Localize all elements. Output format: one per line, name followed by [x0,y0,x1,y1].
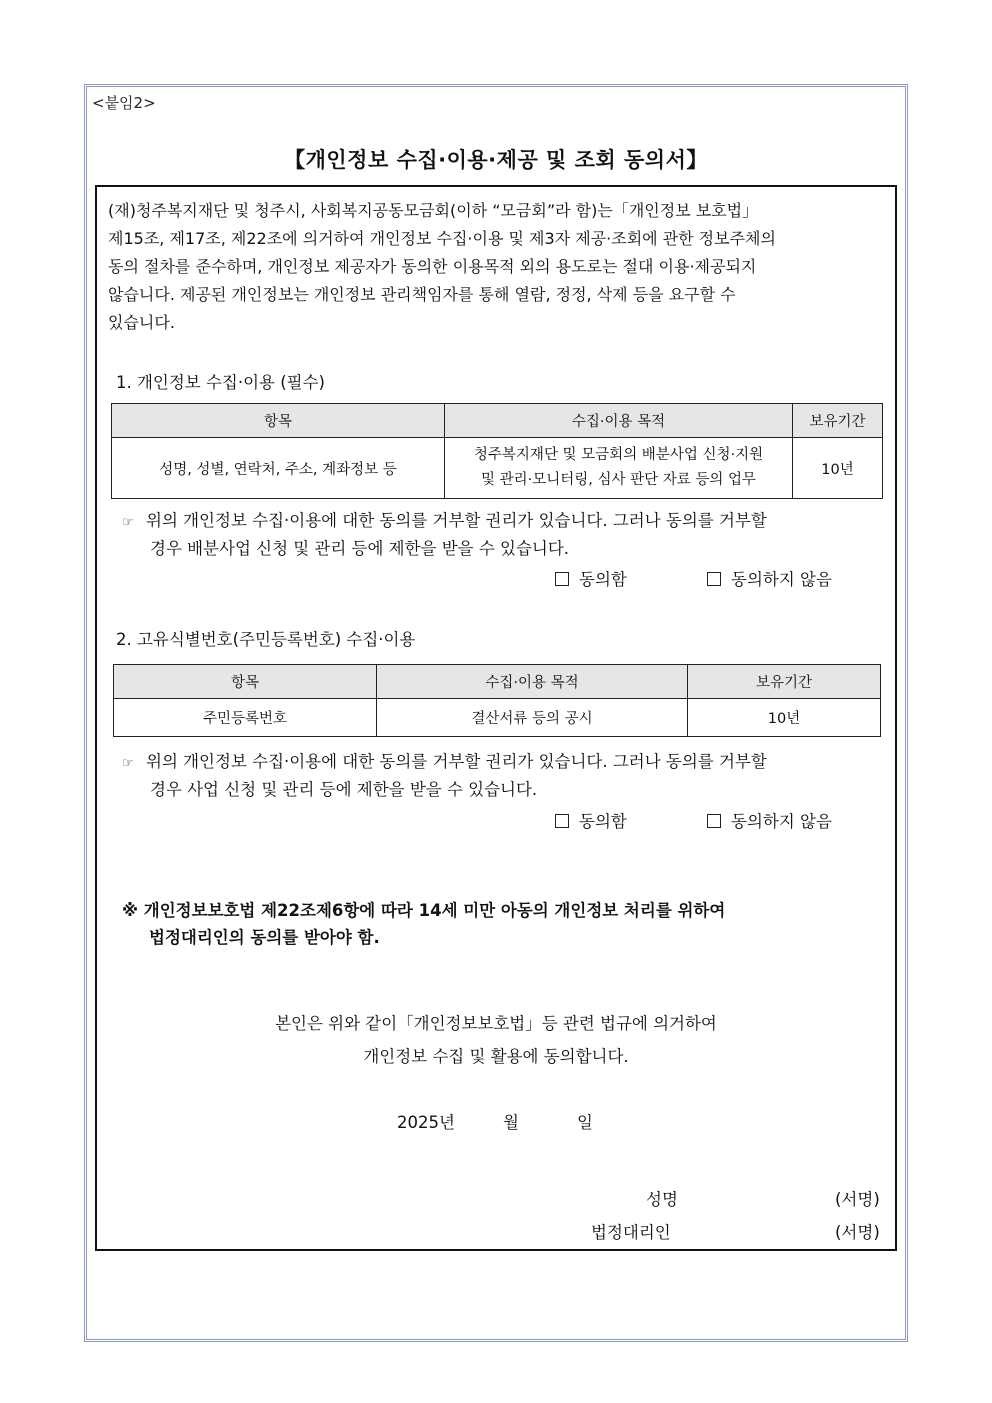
date-year: 2025년 [397,1113,455,1132]
agree-label: 동의함 [579,570,627,589]
notice-line: 위의 개인정보 수집·이용에 대한 동의를 거부할 권리가 있습니다. 그러나 동의를 거부할 [146,511,767,530]
header-purpose: 수집·이용 목적 [377,665,688,699]
header-item: 항목 [114,665,377,699]
checkbox-icon[interactable] [555,814,569,828]
header-item: 항목 [112,404,445,438]
document-title: 【개인정보 수집·이용·제공 및 조회 동의서】 [284,148,708,172]
date-day: 일 [577,1113,593,1132]
name-signature[interactable]: (서명) [835,1190,880,1209]
guardian-label: 법정대리인 [591,1223,671,1242]
section2-notice [122,749,767,803]
section1-table [111,403,883,499]
notice-line: 경우 배분사업 신청 및 관리 등에 제한을 받을 수 있습니다. [150,539,570,558]
intro-line: 동의 절차를 준수하며, 개인정보 제공자가 동의한 이용목적 외의 용도로는 절대 이용·제공되지 [108,257,757,276]
consent-line: 개인정보 수집 및 활용에 동의합니다. [363,1047,629,1066]
checkbox-icon[interactable] [555,572,569,586]
pointing-hand-icon: ☞ [122,515,134,530]
checkbox-icon[interactable] [707,572,721,586]
cell-purpose [445,438,793,499]
notice-line: 경우 사업 신청 및 관리 등에 제한을 받을 수 있습니다. [150,780,538,799]
disagree-label: 동의하지 않음 [731,570,832,589]
note-line: 법정대리인의 동의를 받아야 함. [149,928,380,947]
header-period: 보유기간 [688,665,881,699]
intro-line: 않습니다. 제공된 개인정보는 개인정보 관리책임자를 통해 열람, 정정, 삭제 등을 요구할 수 [108,285,736,304]
name-label: 성명 [646,1190,678,1209]
pointing-hand-icon: ☞ [122,756,134,771]
table-header-row [112,404,883,438]
header-purpose: 수집·이용 목적 [445,404,793,438]
checkbox-icon[interactable] [707,814,721,828]
section1-title: 1. 개인정보 수집·이용 (필수) [116,373,325,392]
attachment-label: <붙임2> [92,94,156,112]
section2-disagree-checkbox[interactable] [707,808,832,832]
purpose-line: 청주복지재단 및 모금회의 배분사업 신청·지원 [473,447,764,463]
section1-disagree-checkbox[interactable] [707,566,832,590]
purpose-line: 및 관리·모니터링, 심사 판단 자료 등의 업무 [481,472,756,488]
section2-title: 2. 고유식별번호(주민등록번호) 수집·이용 [116,630,416,649]
consent-statement [84,1007,908,1073]
cell-purpose: 결산서류 등의 공시 [377,699,688,737]
table-row [114,699,881,737]
cell-item: 주민등록번호 [114,699,377,737]
cell-item: 성명, 성별, 연락처, 주소, 계좌정보 등 [112,438,445,499]
section1-notice [122,508,767,562]
intro-line: 제15조, 제17조, 제22조에 의거하여 개인정보 수집·이용 및 제3자 제공·조회에 관한 정보주체의 [108,229,776,248]
consent-line: 본인은 위와 같이「개인정보보호법」등 관련 법규에 의거하여 [275,1014,717,1033]
date-month: 월 [503,1113,519,1132]
table-header-row [114,665,881,699]
section2-agree-checkbox[interactable] [555,808,627,832]
intro-line: 있습니다. [108,313,175,332]
section1-agree-checkbox[interactable] [555,566,627,590]
cell-period: 10년 [793,438,883,499]
notice-line: 위의 개인정보 수집·이용에 대한 동의를 거부할 권리가 있습니다. 그러나 동의를 거부할 [146,752,767,771]
guardian-signature[interactable]: (서명) [835,1223,880,1242]
note-line: ※ 개인정보보호법 제22조제6항에 따라 14세 미만 아동의 개인정보 처리를 위하여 [122,901,726,920]
section2-table [113,664,881,737]
intro-paragraph [108,197,884,337]
agree-label: 동의함 [579,812,627,831]
table-row [112,438,883,499]
disagree-label: 동의하지 않음 [731,812,832,831]
cell-period: 10년 [688,699,881,737]
intro-line: (재)청주복지재단 및 청주시, 사회복지공동모금회(이하 “모금회”라 함)는「개인정보 보호법」 [108,201,759,220]
header-period: 보유기간 [793,404,883,438]
guardian-note [122,897,725,951]
